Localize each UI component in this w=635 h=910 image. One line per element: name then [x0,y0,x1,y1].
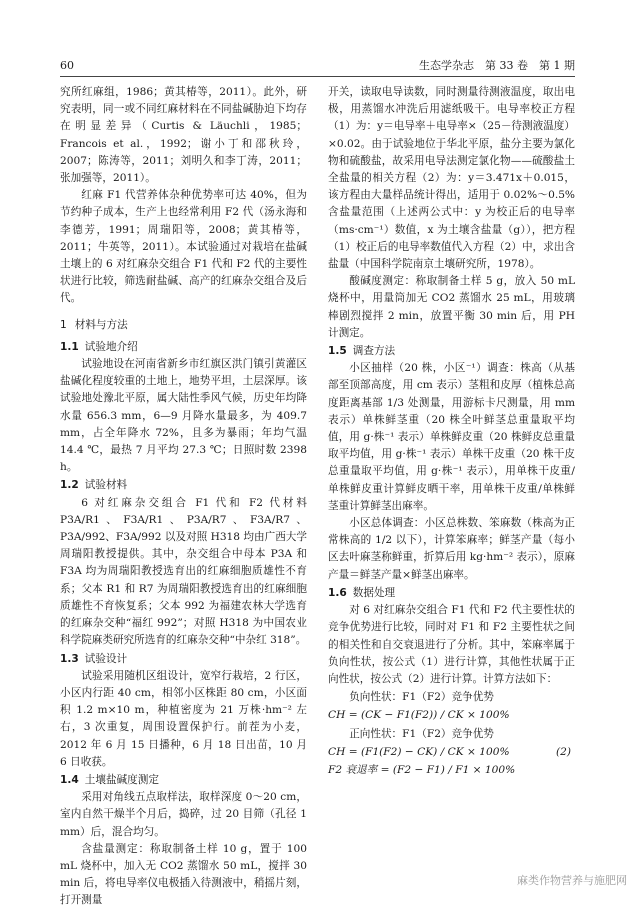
formula-negative: CH = (CK − F1(F2)) / CK × 100% [328,709,510,722]
right-column [328,84,575,780]
subsection-heading: 1.5 调查方法 [328,345,396,358]
formula-decline: F2 衰退率 = (F2 − F1) / F1 × 100% [328,763,516,776]
paragraph: 红麻 F1 代营养体杂种优势率可达 40%，但为节约种子成本，生产上也经常利用 F2 代（汤永海和李德芳，1991；周瑞阳等，2008；黄其椿等，2011；牛英等，2011）。本试验通过对栽培在盐碱土壤上的 6 对红麻杂交组合 F1 代和 F2 代的主要性状进行比较，筛选耐盐碱、高产的红麻杂交组合及后代。 [60,189,307,305]
paragraph: 对 6 对红麻杂交组合 F1 代和 F2 代主要性状的竞争优势进行比较，同时对 F1 和 F2 主要性状之间的相关性和自交衰退进行了分析。其中，笨麻率属于负向性状，按公式（1）进行计算，其他性状属于正向性状，按公式（2）进行计算。计算方法如下： [328,604,575,685]
page-number: 60 [60,59,74,72]
header-rule [60,76,575,77]
section-heading: 1 材料与方法 [60,318,128,331]
paragraph: 小区总体调查：小区总株数、笨麻数（株高为正常株高的 1/2 以下），计算笨麻率；鲜茎产量（每小区去叶麻茎称鲜重，折算后用 kg·hm⁻² 表示），原麻产量＝鲜茎产量×鲜茎出麻率。 [328,517,575,581]
subsection-heading: 1.4 土壤盐碱度测定 [60,773,159,786]
paragraph: 采用对角线五点取样法，取样深度 0～20 cm，室内自然干燥半个月后，捣碎，过 20 目筛（孔径 1 mm）后，混合均匀。 [60,791,307,838]
formula-label: 负向性状：F1（F2）竞争优势 [349,691,494,704]
left-column [60,84,307,910]
journal-info: 生态学杂志 第 33 卷 第 1 期 [419,59,575,72]
paragraph: 试验地设在河南省新乡市红旗区洪门镇引黄灌区盐碱化程度较重的土地上，地势平坦，土层深厚。该试验地处豫北平原，属大陆性季风气候，历史年均降水量 656.3 mm，6—9 月降水量最多，为 409.7 mm，占全年降水 72%，且多为暴雨；年均气温 14.4 ℃，最热 7 月平均 27.3 ℃；日照时数 2398 h。 [60,358,307,474]
formula-label: 正向性状：F1（F2）竞争优势 [349,727,494,740]
subsection-heading: 1.6 数据处理 [328,586,396,599]
formula-positive: (2) CH = (F1(F2) − CK) / CK × 100% [328,744,575,761]
page-header [60,58,575,74]
paragraph: 酸碱度测定：称取制备土样 5 g，放入 50 mL 烧杯中，用量筒加无 CO2 蒸馏水 25 mL，用玻璃棒剧烈搅拌 2 min，放置平衡 30 min 后，用 PH 计测定。 [328,275,575,339]
paragraph: 试验采用随机区组设计，宽窄行栽培，2 行区，小区内行距 40 cm，相邻小区株距 80 cm，小区面积 1.2 m×10 m，种植密度为 21 万株·hm⁻² 左右，3 次重复，周围设置保护行。前茬为小麦，2012 年 6 月 15 日播种，6 月 18 日出苗，10 月 6 日收获。 [60,669,307,768]
paragraph: 究所红麻组，1986；黄其椿等，2011）。此外，研究表明，同一或不同红麻材料在不同盐碱胁迫下均存在明显差异（Curtis & Läuchli，1985；Francois et al.，1992；谢小丁和邵秋玲，2007；陈涛等，2011；刘明久和李丁涛，2011；张加强等，2011）。 [60,86,307,185]
paragraph: 6 对红麻杂交组合 F1 代和 F2 代材料 P3A/R1、F3A/R1、P3A/R7、F3A/R7、P3A/992、F3A/992 以及对照 H318 均由广西大学周瑞阳教授提供。其中，杂交组合中母本 P3A 和 F3A 均为周瑞阳教授选育出的红麻细胞质雄性不育系；父本 R1 和 R7 为周瑞阳教授选育出的红麻细胞质雄性不育恢复系；父本 992 为福建农林大学选育的红麻杂交种“福红 992”；对照 H318 为中国农业科学院麻类研究所选育的红麻杂交种“中杂红 318”。 [60,496,307,647]
paragraph: 含盐量测定：称取制备土样 10 g，置于 100 mL 烧杯中，加入无 CO2 蒸馏水 50 mL，搅拌 30 min 后，将电导率仪电极插入待测液中，稍摇片刻，打开测量 [60,842,307,907]
equation-number: (2) [555,745,571,758]
paragraph: 开关，读取电导读数，同时测量待测液温度，取出电极，用蒸馏水冲洗后用滤纸吸干。电导率校正方程（1）为：y＝电导率＋电导率×（25－待测液温度）×0.02。由于试验地位于华北平原，盐分主要为氯化物和硫酸盐，故采用电导法测定氯化物——硫酸盐土全盐量的相关方程（2）为：y＝3.471x＋0.015，该方程由大量样品统计得出，适用于 0.02%～0.5% 含盐量范围（上述两公式中：y 为校正后的电导率（ms·cm⁻¹）数值，x 为土壤含盐量（g）），把方程（1）校正后的电导率数值代入方程（2）中，求出含盐量（中国科学院南京土壤研究所，1978）。 [328,86,575,271]
subsection-heading: 1.2 试验材料 [60,479,128,492]
paragraph: 小区抽样（20 株，小区⁻¹）调查：株高（从基部至顶部高度，用 cm 表示）茎粗和皮厚（植株总高度距离基部 1/3 处测量，用游标卡尺测量，用 mm 表示）单株鲜茎重（20 株全叶鲜茎总重量取平均值，用 g·株⁻¹ 表示）单株鲜皮重（20 株鲜皮总重量取平均值，用 g·株⁻¹ 表示）单株干皮重（20 株干皮总重量取平均值，用 g·株⁻¹ 表示），用单株干皮重/单株鲜皮重计算鲜皮晒干率，用单株干皮重/单株鲜茎重计算鲜茎出麻率。 [328,362,575,512]
subsection-heading: 1.3 试验设计 [60,652,128,665]
watermark: 麻类作物营养与施肥网 [517,873,627,887]
subsection-heading: 1.1 试验地介绍 [60,340,138,353]
